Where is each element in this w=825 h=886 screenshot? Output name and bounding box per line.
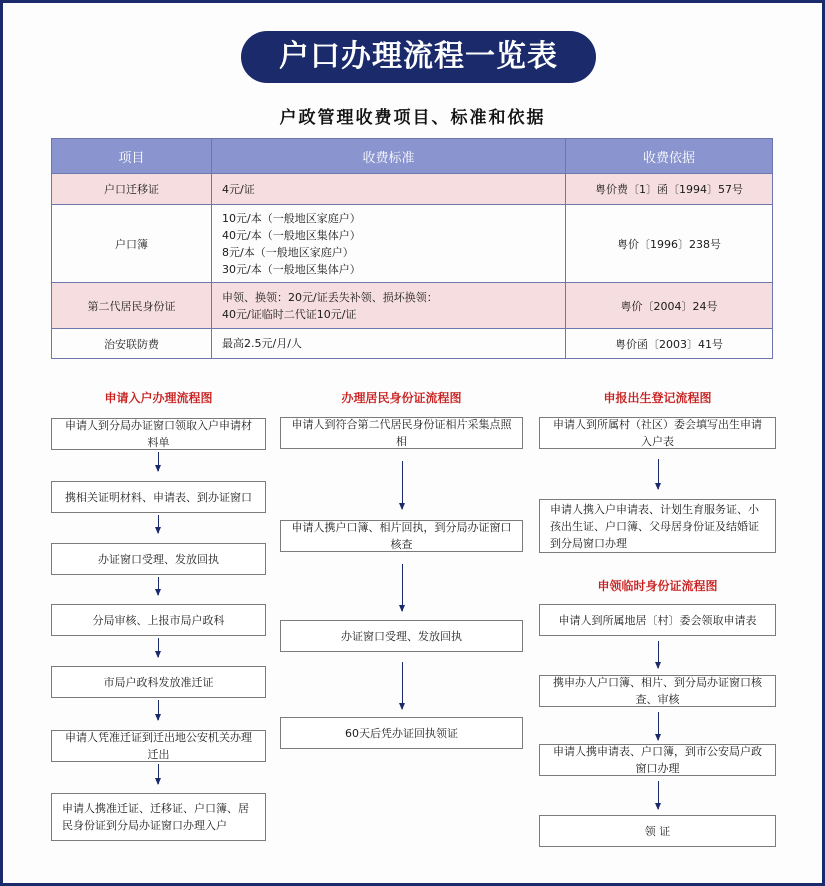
- flow-arrow: [158, 638, 159, 657]
- header-basis: 收费依据: [566, 139, 773, 174]
- row-standard: [212, 205, 566, 283]
- row-standard-line: 最高2.5元/月/人: [222, 337, 302, 350]
- flow-arrow: [658, 459, 659, 489]
- flow-id-card-step-3: 办证窗口受理、发放回执: [280, 620, 523, 652]
- flow-temp-id-step-3: 申请人携申请表、户口簿，到市公安局户政窗口办理: [539, 744, 776, 776]
- flow-arrow: [158, 452, 159, 471]
- table-row: [52, 205, 773, 283]
- flow-move-in-step-3: 办证窗口受理、发放回执: [51, 543, 266, 575]
- flow-move-in-title: 申请入户办理流程图: [104, 391, 213, 405]
- flow-arrow: [402, 461, 403, 509]
- flow-arrow: [158, 764, 159, 784]
- flow-temp-id-step-4: 领 证: [539, 815, 776, 847]
- flow-move-in-step-2: 携相关证明材料、申请表、到办证窗口: [51, 481, 266, 513]
- fee-table-header: [52, 139, 773, 174]
- flow-id-card-title: 办理居民身份证流程图: [341, 391, 462, 405]
- row-basis: 粤价费〔1〕函〔1994〕57号: [566, 174, 773, 205]
- flow-move-in-step-4: 分局审核、上报市局户政科: [51, 604, 266, 636]
- flow-id-card-step-4: 60天后凭办证回执领证: [280, 717, 523, 749]
- table-row: [52, 329, 773, 359]
- flow-birth-step-1: 申请人到所属村（社区）委会填写出生申请入户表: [539, 417, 776, 449]
- flow-id-card-step-1: 申请人到符合第二代居民身份证相片采集点照相: [280, 417, 523, 449]
- row-standard: [212, 329, 566, 359]
- flow-move-in-step-6: 申请人凭准迁证到迁出地公安机关办理迁出: [51, 730, 266, 762]
- flow-temp-id-title: 申领临时身份证流程图: [597, 579, 718, 593]
- flow-arrow: [658, 781, 659, 809]
- row-basis: 粤价〔2004〕24号: [566, 283, 773, 329]
- table-row: [52, 283, 773, 329]
- flow-temp-id-step-1: 申请人到所属地居〔村〕委会领取申请表: [539, 604, 776, 636]
- row-item: 户口迁移证: [52, 174, 212, 205]
- row-item: 第二代居民身份证: [52, 283, 212, 329]
- row-basis: 粤价函〔2003〕41号: [566, 329, 773, 359]
- flow-id-card-step-2: 申请人携户口簿、相片回执，到分局办证窗口核查: [280, 520, 523, 552]
- header-item: 项目: [52, 139, 212, 174]
- row-standard-line: 申领、换领：20元/证丢失补领、损坏换领：: [222, 290, 438, 304]
- flow-arrow: [158, 577, 159, 595]
- flow-move-in-step-5: 市局户政科发放准迁证: [51, 666, 266, 698]
- flow-arrow: [402, 662, 403, 709]
- flow-temp-id-step-2: 携申办人户口簿、相片、到分局办证窗口核查、审核: [539, 675, 776, 707]
- flow-birth-step-2: 申请人携入户申请表、计划生育服务证、小孩出生证、户口簿、父母居身份证及结婚证到分局窗口办理: [539, 499, 776, 553]
- row-basis: 粤价〔1996〕238号: [566, 205, 773, 283]
- fee-table: [51, 138, 773, 359]
- flow-arrow: [658, 641, 659, 668]
- row-item: 户口簿: [52, 205, 212, 283]
- row-standard: [212, 174, 566, 205]
- flow-arrow: [158, 515, 159, 533]
- flow-move-in-step-1: 申请人到分局办证窗口领取入户申请材料单: [51, 418, 266, 450]
- row-item: 治安联防费: [52, 329, 212, 359]
- flow-move-in-step-7: 申请人携准迁证、迁移证、户口簿、居民身份证到分局办证窗口办理入户: [51, 793, 266, 841]
- header-standard: 收费标准: [212, 139, 566, 174]
- page-title: 户口办理流程一览表: [241, 31, 596, 83]
- row-standard-line: 40元/本（一般地区集体户）: [222, 228, 361, 242]
- row-standard-line: 40元/证临时二代证10元/证: [222, 307, 357, 321]
- row-standard-line: 30元/本（一般地区集体户）: [222, 262, 361, 276]
- flow-arrow: [158, 700, 159, 720]
- flow-arrow: [402, 564, 403, 611]
- table-row: [52, 174, 773, 205]
- page-subtitle: 户政管理收费项目、标准和依据: [279, 108, 546, 128]
- flow-birth-title: 申报出生登记流程图: [603, 391, 712, 405]
- row-standard-line: 8元/本（一般地区家庭户）: [222, 245, 354, 259]
- row-standard-line: 4元/证: [222, 182, 255, 196]
- row-standard-line: 10元/本（一般地区家庭户）: [222, 211, 361, 225]
- flow-arrow: [658, 712, 659, 740]
- row-standard: [212, 283, 566, 329]
